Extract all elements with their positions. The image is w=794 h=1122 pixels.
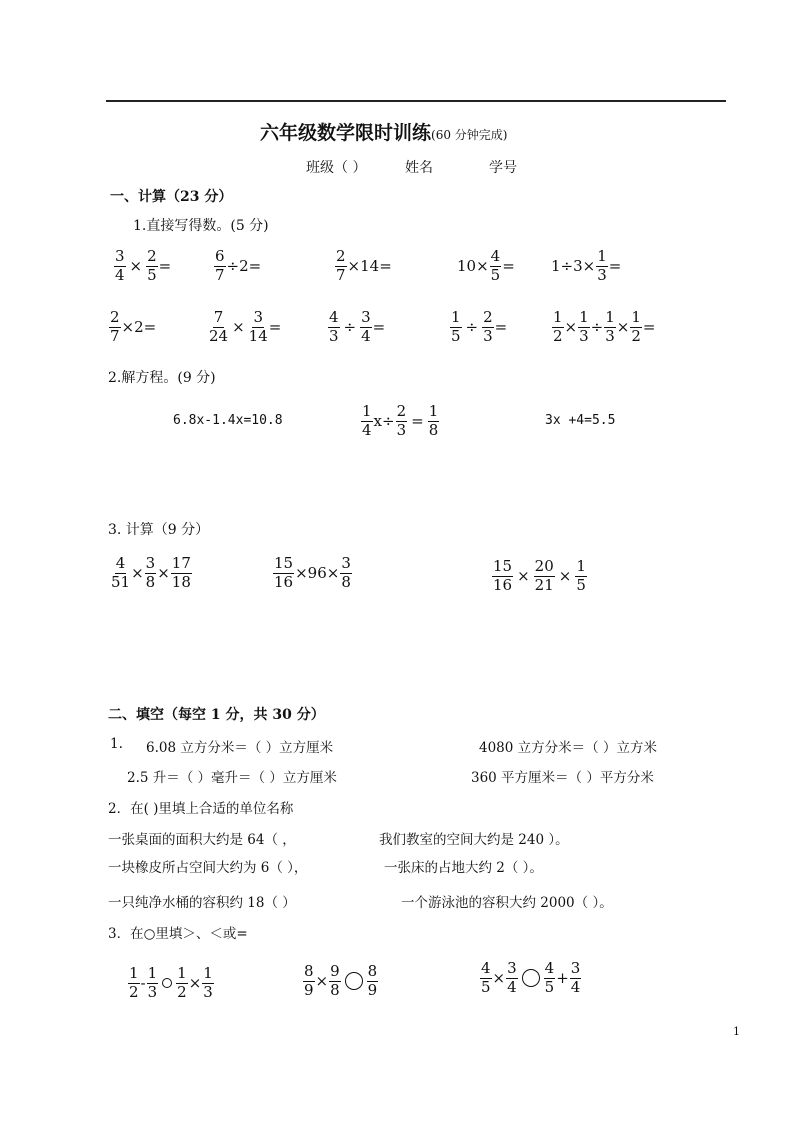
fill-q3-line1-a: 一只纯净水桶的容积约 18（ ） [108, 895, 296, 911]
q2-heading: 2.解方程。(9 分) [108, 370, 216, 386]
mental-math-4: 10× $\frac{4}{5}$ = [457, 247, 515, 284]
calc-1: $\frac{4}{51}$ × $\frac{3}{8}$ × $\frac{17}{18}$ [111, 554, 191, 591]
fill-q2-line1-a: 一张桌面的面积大约是 64（ ， [108, 832, 296, 848]
fill-q1-line1-b: 4080 立方分米＝（ ）立方米 [479, 740, 657, 756]
fill-q1-line2-a: 2.5 升＝（ ）毫升＝（ ）立方厘米 [127, 770, 337, 786]
top-rule [106, 100, 726, 102]
equation-3: 3x +4=5.5 [545, 413, 616, 428]
section2-heading: 二、填空（每空 1 分，共 30 分） [108, 707, 325, 723]
mental-math-10: $\frac{1}{2}$ × $\frac{1}{3}$ ÷ $\frac{1}{3}$ × $\frac{1}{2}$ = [553, 308, 656, 345]
page-title: 六年级数学限时训练(60 分钟完成) [260, 122, 508, 144]
page-number: 1 [733, 1025, 740, 1038]
fill-q2-line2-a: 一块橡皮所占空间大约为 6（ ）， [108, 860, 308, 876]
student-id-field: 学号 [489, 160, 517, 176]
equation-2: $\frac{1}{4}$ x÷ $\frac{2}{3}$ = $\frac{1}{8}$ [362, 402, 439, 439]
class-field: 班级（ ） [306, 160, 367, 176]
compare-1: $\frac{1}{2}$ - $\frac{1}{3}$ $\frac{1}{2}$ × $\frac{1}{3}$ [129, 964, 213, 1001]
name-field: 姓名 [405, 160, 433, 176]
mental-math-5: 1÷3× $\frac{1}{3}$ = [551, 247, 622, 284]
fill-q3-line1-b: 一个游泳池的容积大约 2000（ ）。 [401, 895, 613, 911]
mental-math-7: $\frac{7}{24}$ × $\frac{3}{14}$ = [209, 308, 282, 345]
compare-3: $\frac{4}{5}$ × $\frac{3}{4}$ $\frac{4}{5}$ + $\frac{3}{4}$ [481, 959, 581, 996]
mental-math-6: $\frac{2}{7}$ ×2= [110, 308, 157, 345]
mental-math-8: $\frac{4}{3}$ ÷ $\frac{3}{4}$ = [329, 308, 386, 345]
mental-math-2: $\frac{6}{7}$ ÷2= [215, 247, 262, 284]
fill-q2-line1-b: 我们教室的空间大约是 240 ）。 [379, 832, 569, 848]
calc-3: $\frac{15}{16}$ × $\frac{20}{21}$ × $\frac{1}{5}$ [493, 557, 586, 594]
title-note: (60 分钟完成) [431, 128, 508, 142]
fill-q1-line2-b: 360 平方厘米＝（ ）平方分米 [471, 770, 654, 786]
mental-math-3: $\frac{2}{7}$ ×14= [336, 247, 392, 284]
compare-2: $\frac{8}{9}$ × $\frac{9}{8}$ $\frac{8}{9}$ [304, 962, 378, 999]
compare-circle[interactable] [522, 969, 540, 987]
mental-math-1: $\frac{3}{4}$ × $\frac{2}{5}$ = [115, 247, 172, 284]
compare-heading: 3．在○里填＞、＜或= [108, 926, 248, 942]
section1-heading: 一、计算（23 分） [110, 189, 233, 205]
fill-q1-number: 1. [110, 736, 123, 752]
fill-q2-heading: 2．在( )里填上合适的单位名称 [108, 801, 294, 817]
mental-math-9: $\frac{1}{5}$ ÷ $\frac{2}{3}$ = [451, 308, 508, 345]
fill-q1-line1-a: 6.08 立方分米＝（ ）立方厘米 [146, 740, 334, 756]
fill-q2-line2-b: 一张床的占地大约 2（ ）。 [384, 860, 543, 876]
q1-heading: 1.直接写得数。(5 分) [133, 218, 269, 234]
compare-circle[interactable] [345, 972, 363, 990]
compare-circle[interactable] [162, 978, 172, 988]
equation-1: 6.8x-1.4x=10.8 [173, 413, 283, 428]
q3-heading: 3. 计算（9 分） [108, 522, 210, 538]
calc-2: $\frac{15}{16}$ ×96× $\frac{3}{8}$ [274, 554, 351, 591]
